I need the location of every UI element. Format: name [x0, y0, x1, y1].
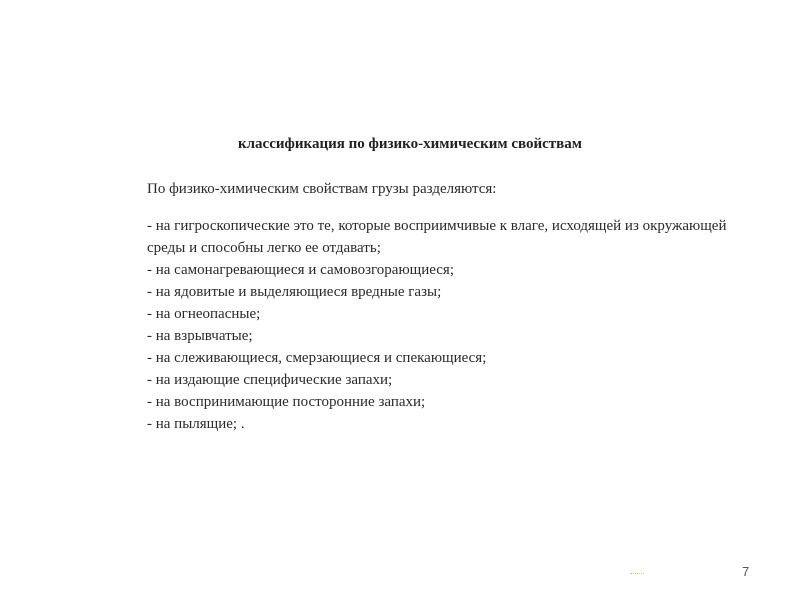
list-item: - на пылящие; .	[147, 416, 245, 432]
list-item: - на гигроскопические это те, которые восприимчивые к влаге, исходящей из окружающей среды и способны легко ее отдавать;	[147, 218, 727, 256]
list-item: - на взрывчатые;	[147, 328, 253, 344]
property-list	[147, 215, 747, 435]
page-number: 7	[742, 564, 750, 579]
intro-text: По физико-химическим свойствам грузы разделяются:	[147, 181, 497, 197]
list-item: - на огнеопасные;	[147, 306, 261, 322]
slide-title: классификация по физико-химическим свойствам	[238, 136, 582, 152]
list-item: - на ядовитые и выделяющиеся вредные газы;	[147, 284, 442, 300]
list-item: - на воспринимающие посторонние запахи;	[147, 394, 426, 410]
list-item: - на самонагревающиеся и самовозгорающиеся;	[147, 262, 454, 278]
list-item: - на слеживающиеся, смерзающиеся и спекающиеся;	[147, 350, 487, 366]
footer-decoration	[630, 571, 644, 574]
list-item: - на издающие специфические запахи;	[147, 372, 393, 388]
slide-body	[147, 178, 747, 435]
